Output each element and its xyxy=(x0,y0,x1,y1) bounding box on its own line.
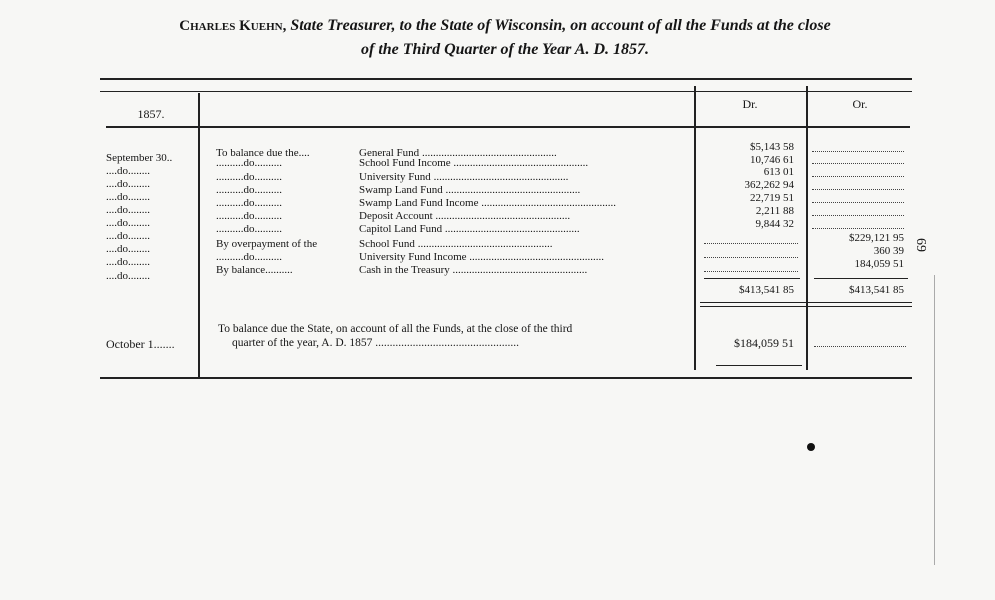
row-description: To balance due the.... General Fund ................................................. xyxy=(216,147,557,159)
cr-placeholder xyxy=(812,215,904,216)
table-top-rule-thin xyxy=(100,91,912,92)
row-fund: Cash in the Treasury xyxy=(359,264,450,276)
row-date: ....do........ xyxy=(106,165,150,177)
totals-double-rule xyxy=(700,302,912,303)
cr-placeholder xyxy=(812,202,904,203)
header-cr: Or. xyxy=(852,97,868,111)
dr-placeholder xyxy=(704,257,798,258)
ink-spot xyxy=(807,443,815,451)
row-fund: University Fund Income xyxy=(359,251,467,263)
row-fund: School Fund xyxy=(359,238,415,250)
row-fund: Capitol Land Fund xyxy=(359,223,443,235)
final-dr: $184,059 51 xyxy=(734,336,794,350)
total-cr: $413,541 85 xyxy=(849,284,904,296)
treasurer-name: Charles Kuehn, xyxy=(179,18,287,34)
row-fund: Deposit Account xyxy=(359,210,433,222)
row-fund: General Fund xyxy=(359,147,420,159)
row-lead: By overpayment of the xyxy=(216,238,318,250)
cr-placeholder xyxy=(812,176,904,177)
title-line2: of the Third Quarter of the Year A. D. 1857. xyxy=(360,41,649,58)
row-lead: ..........do.......... xyxy=(216,197,282,209)
column-divider-1 xyxy=(198,93,200,377)
row-lead: ..........do.......... xyxy=(216,210,282,222)
row-cr: 184,059 51 xyxy=(854,258,904,270)
row-dr: 613 01 xyxy=(763,166,794,178)
page-edge xyxy=(934,275,935,565)
final-cr-placeholder xyxy=(814,346,906,347)
row-description: ..........do.......... Deposit Account ................................................. xyxy=(216,210,571,222)
row-date: ....do........ xyxy=(106,270,150,282)
cr-placeholder xyxy=(812,163,904,164)
header-dr: Dr. xyxy=(742,97,758,111)
row-fund: Swamp Land Fund Income xyxy=(359,197,479,209)
row-dr: 362,262 94 xyxy=(744,179,794,191)
row-date: ....do........ xyxy=(106,217,150,229)
dr-placeholder xyxy=(704,271,798,272)
totals-rule-cr xyxy=(814,278,908,279)
row-fund: Swamp Land Fund xyxy=(359,184,443,196)
total-dr: $413,541 85 xyxy=(739,284,794,296)
row-lead: By balance.......... xyxy=(216,264,293,276)
dr-placeholder xyxy=(704,243,798,244)
row-lead: ..........do.......... xyxy=(216,223,282,235)
cr-placeholder xyxy=(812,189,904,190)
cr-placeholder xyxy=(812,228,904,229)
title-line1: State Treasurer, to the State of Wisconsin, on account of all the Funds at the close xyxy=(286,17,831,34)
row-description: By overpayment of the School Fund ................................................. xyxy=(216,238,553,250)
row-date: ....do........ xyxy=(106,204,150,216)
row-description: ..........do.......... University Fund Income ................................................. xyxy=(216,251,605,263)
row-description: ..........do.......... Capitol Land Fund ................................................. xyxy=(216,223,580,235)
row-dr: 2,211 88 xyxy=(755,205,794,217)
table-top-rule xyxy=(100,78,912,80)
row-description: ..........do.......... University Fund ................................................. xyxy=(216,171,569,183)
row-date: ....do........ xyxy=(106,191,150,203)
column-divider-3 xyxy=(806,86,808,370)
row-lead: To balance due the.... xyxy=(216,147,310,159)
row-description: ..........do.......... School Fund Income ................................................. xyxy=(216,157,589,169)
row-date: ....do........ xyxy=(106,230,150,242)
row-description: ..........do.......... Swamp Land Fund Income ................................................. xyxy=(216,197,616,209)
final-date: October 1....... xyxy=(106,337,175,351)
row-description: ..........do.......... Swamp Land Fund ................................................. xyxy=(216,184,581,196)
row-cr: $229,121 95 xyxy=(849,232,904,244)
row-lead: ..........do.......... xyxy=(216,184,282,196)
row-dr: 10,746 61 xyxy=(750,154,794,166)
header-year: 1857. xyxy=(137,107,165,121)
final-line2-text: quarter of the year, A. D. 1857 xyxy=(232,337,373,349)
row-fund: University Fund xyxy=(359,171,431,183)
row-date: ....do........ xyxy=(106,256,150,268)
row-date: ....do........ xyxy=(106,178,150,190)
row-lead: ..........do.......... xyxy=(216,171,282,183)
totals-double-rule-2 xyxy=(700,306,912,307)
row-dr: 22,719 51 xyxy=(750,192,794,204)
final-dr-rule xyxy=(716,365,802,366)
row-fund: School Fund Income xyxy=(359,157,451,169)
row-date: ....do........ xyxy=(106,243,150,255)
totals-rule-dr xyxy=(704,278,800,279)
table-bottom-rule xyxy=(100,377,912,379)
header-bottom-rule xyxy=(106,126,910,128)
row-description: By balance.......... Cash in the Treasury ................................................. xyxy=(216,264,588,276)
row-lead: ..........do.......... xyxy=(216,157,282,169)
column-divider-2 xyxy=(694,86,696,370)
document-title xyxy=(100,14,910,61)
row-dr: 9,844 32 xyxy=(755,218,794,230)
row-dr: $5,143 58 xyxy=(750,141,794,153)
row-date: September 30.. xyxy=(106,152,173,164)
row-cr: 360 39 xyxy=(873,245,904,257)
final-line1: To balance due the State, on account of all the Funds, at the close of the third xyxy=(218,323,573,335)
row-lead: ..........do.......... xyxy=(216,251,282,263)
page-number: 69 xyxy=(913,238,928,252)
cr-placeholder xyxy=(812,151,904,152)
final-line2: quarter of the year, A. D. 1857 .................................................. xyxy=(232,337,519,349)
